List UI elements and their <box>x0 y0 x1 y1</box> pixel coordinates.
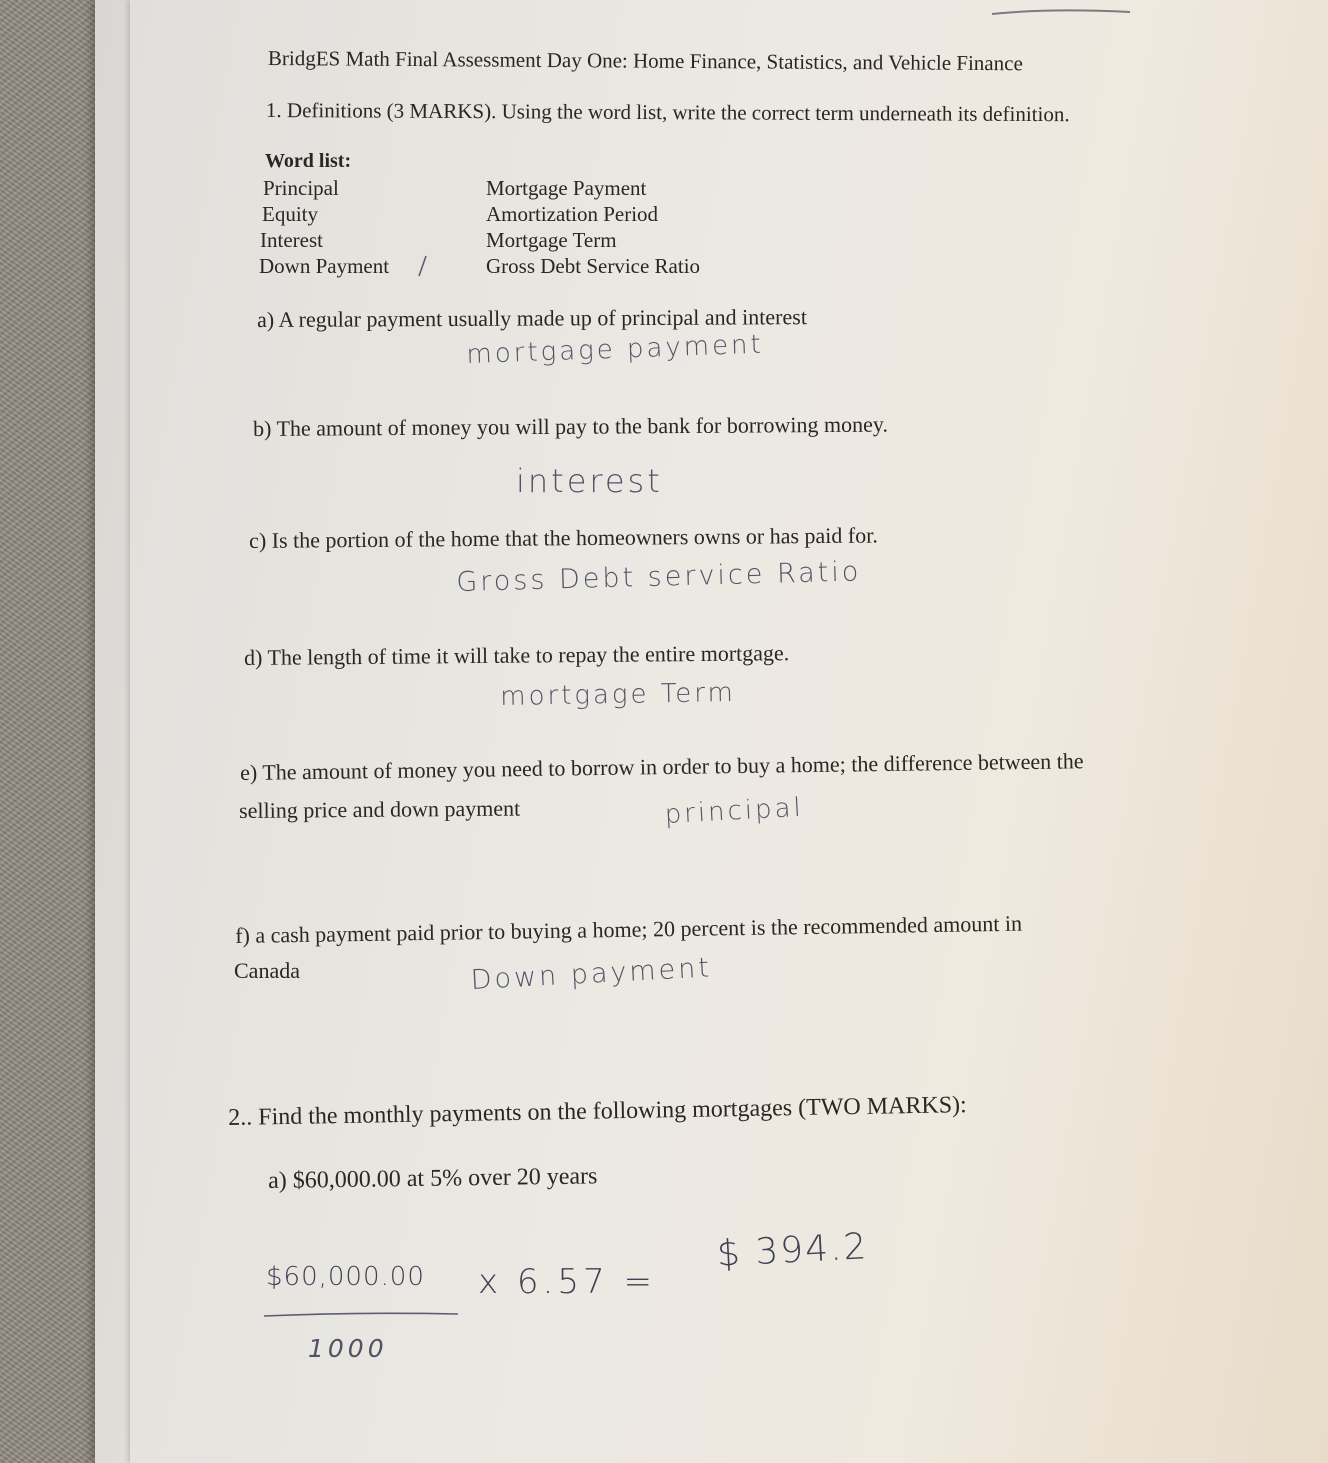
fraction-bar <box>262 1308 462 1320</box>
answer-e: principal <box>664 792 805 830</box>
work-numerator: $60,000.00 <box>266 1262 425 1292</box>
word-mortgage-term: Mortgage Term <box>486 228 617 252</box>
word-down-payment: Down Payment <box>259 254 390 278</box>
page-title: BridgES Math Final Assessment Day One: Home Finance, Statistics, and Vehicle Finance <box>267 46 1023 76</box>
work-result: $ 394.2 <box>716 1226 870 1275</box>
work-denominator: 1000 <box>308 1334 388 1363</box>
answer-f: Down payment <box>470 952 713 996</box>
word-mortgage-payment: Mortgage Payment <box>486 176 647 200</box>
answer-a: mortgage payment <box>466 329 765 370</box>
definition-a: a) A regular payment usually made up of principal and interest <box>257 304 807 332</box>
definition-d: d) The length of time it will take to repay the entire mortgage. <box>244 640 790 670</box>
answer-d: mortgage Term <box>500 677 737 712</box>
answer-b: interest <box>516 462 663 500</box>
word-gds-ratio: Gross Debt Service Ratio <box>486 254 701 278</box>
definition-e-line1: e) The amount of money you need to borrow in order to buy a home; the difference between the <box>240 748 1084 785</box>
work-multiplier: x 6.57 = <box>478 1262 656 1302</box>
definition-b: b) The amount of money you will pay to the bank for borrowing money. <box>253 411 888 441</box>
question-1-prompt: 1. Definitions (3 MARKS). Using the word list, write the correct term underneath its definition. <box>265 98 1070 127</box>
word-interest: Interest <box>260 228 323 252</box>
word-amortization-period: Amortization Period <box>486 202 659 226</box>
pencil-scribble-top <box>990 4 1140 20</box>
pencil-checkmark <box>416 254 430 278</box>
word-principal: Principal <box>263 176 339 200</box>
definition-c: c) Is the portion of the home that the homeowners owns or has paid for. <box>249 522 878 553</box>
question-2-prompt: 2.. Find the monthly payments on the following mortgages (TWO MARKS): <box>228 1092 967 1131</box>
word-equity: Equity <box>262 202 318 226</box>
carpet-background <box>0 0 110 1463</box>
definition-f-line1: f) a cash payment paid prior to buying a home; 20 percent is the recommended amount in <box>235 910 1023 948</box>
question-2a: a) $60,000.00 at 5% over 20 years <box>268 1163 598 1194</box>
answer-c: Gross Debt service Ratio <box>456 556 862 598</box>
word-list-label: Word list: <box>265 150 352 172</box>
definition-f-line2: Canada <box>234 958 300 983</box>
definition-e-line2: selling price and down payment <box>239 795 521 823</box>
